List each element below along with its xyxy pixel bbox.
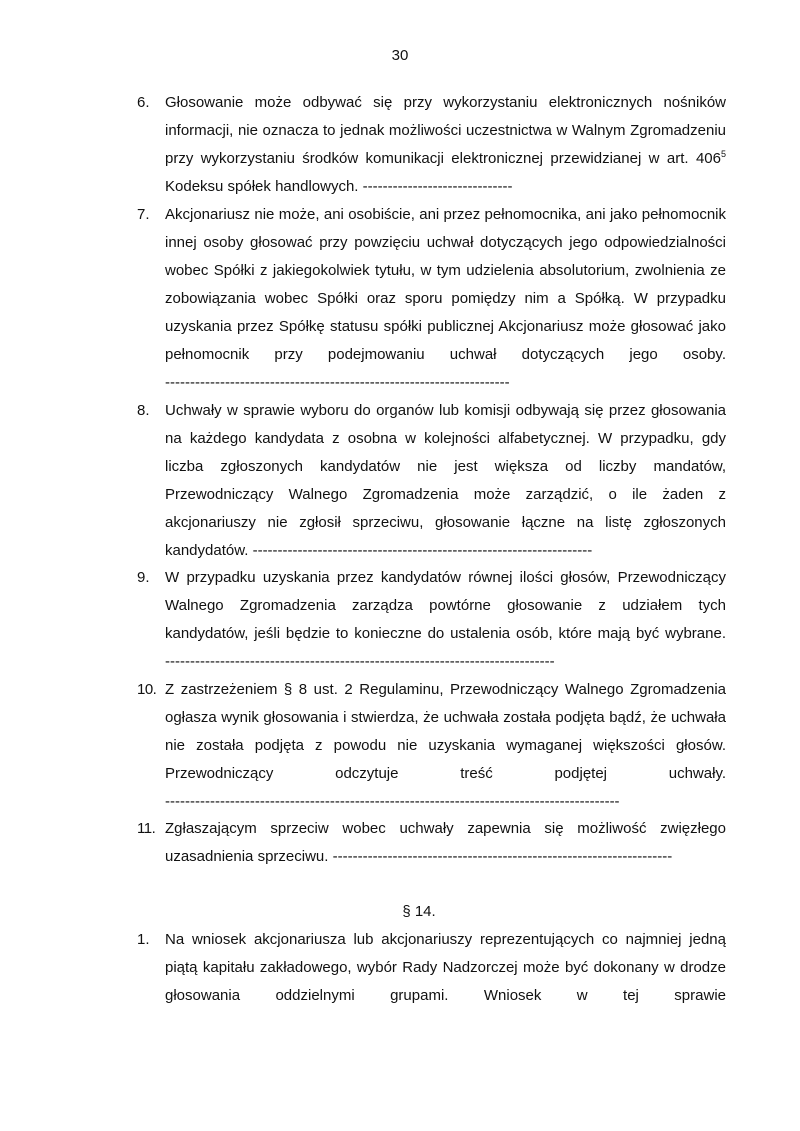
page-number: 30 <box>391 47 409 64</box>
item-text: W przypadku uzyskania przez kandydatów równej ilości głosów, Przewodniczący Walnego Zgromadzenia zarządza powtórne głosowanie z udziałem tych kandydatów, jeśli będzie to konieczne do ustalenia osób, które mają być wybrane. ------------------------------------------------------------------------------ <box>165 569 726 670</box>
section-list-item-1 <box>137 926 726 1010</box>
section-heading: § 14. <box>402 903 436 920</box>
list-item-10 <box>137 676 726 816</box>
dash-filler: -------------------------------------------------------------------- <box>328 848 673 865</box>
item-number: 11. <box>137 820 156 837</box>
list-item-6 <box>137 89 726 201</box>
dash-filler: --------------------------------------------------------------------- <box>165 374 510 391</box>
dash-filler: ------------------------------------------------------------------------------------------- <box>165 793 620 810</box>
item-number: 10. <box>137 681 157 698</box>
item-text: Zgłaszającym sprzeciw wobec uchwały zapewnia się możliwość zwięzłego uzasadnienia sprzeciwu. -------------------------------------------------------------------- <box>165 820 726 865</box>
item-number: 6. <box>137 94 150 111</box>
item-number: 9. <box>137 569 150 586</box>
item-text: Uchwały w sprawie wyboru do organów lub komisji odbywają się przez głosowania na każdego kandydata z osobna w kolejności alfabetycznej. W przypadku, gdy liczba zgłoszonych kandydatów nie jest większa od liczby mandatów, Przewodniczący Walnego Zgromadzenia może zarządzić, o ile żaden z akcjonariuszy nie zgłosił sprzeciwu, głosowanie łączne na listę zgłoszonych kandydatów. -------------------------------------------------------------------- <box>165 402 726 559</box>
list-item-9 <box>137 564 726 676</box>
item-text: Na wniosek akcjonariusza lub akcjonariuszy reprezentujących co najmniej jedną piątą kapitału zakładowego, wybór Rady Nadzorczej może być dokonany w drodze głosowania oddzielnymi grupami. Wniosek w tej sprawie <box>165 931 726 1004</box>
list-item-8 <box>137 397 726 565</box>
item-number: 1. <box>137 931 150 948</box>
dash-filler: ------------------------------------------------------------------------------ <box>165 653 555 670</box>
list-item-11 <box>137 815 726 871</box>
item-number: 7. <box>137 206 150 223</box>
dash-filler: -------------------------------------------------------------------- <box>248 542 593 559</box>
item-text: Głosowanie może odbywać się przy wykorzystaniu elektronicznych nośników informacji, nie oznacza to jednak możliwości uczestnictwa w Walnym Zgromadzeniu przy wykorzystaniu środków komunikacji elektronicznej przewidzianej w art. $406^5$ Kodeksu spółek handlowych. ------------------------------ <box>165 94 726 195</box>
dash-filler: ------------------------------ <box>358 178 513 195</box>
item-text: Akcjonariusz nie może, ani osobiście, ani przez pełnomocnika, ani jako pełnomocnik innej osoby głosować przy powzięciu uchwał dotyczących jego odpowiedzialności wobec Spółki z jakiegokolwiek tytułu, w tym udzielenia absolutorium, zwolnienia ze zobowiązania wobec Spółki oraz sporu pomiędzy nim a Spółką. W przypadku uzyskania przez Spółkę statusu spółki publicznej Akcjonariusz może głosować jako pełnomocnik przy podejmowaniu uchwał dotyczących jego osoby. --------------------------------------------------------------------- <box>165 206 726 391</box>
item-text: Z zastrzeżeniem § 8 ust. 2 Regulaminu, Przewodniczący Walnego Zgromadzenia ogłasza wynik głosowania i stwierdza, że uchwała została podjęta bądź, że uchwała nie została podjęta z powodu nie uzyskania wymaganej większości głosów. Przewodniczący odczytuje treść podjętej uchwały. ------------------------------------------------------------------------------------------- <box>165 681 726 810</box>
item-number: 8. <box>137 402 150 419</box>
superscript: 5 <box>720 149 726 159</box>
list-item-7 <box>137 201 726 397</box>
